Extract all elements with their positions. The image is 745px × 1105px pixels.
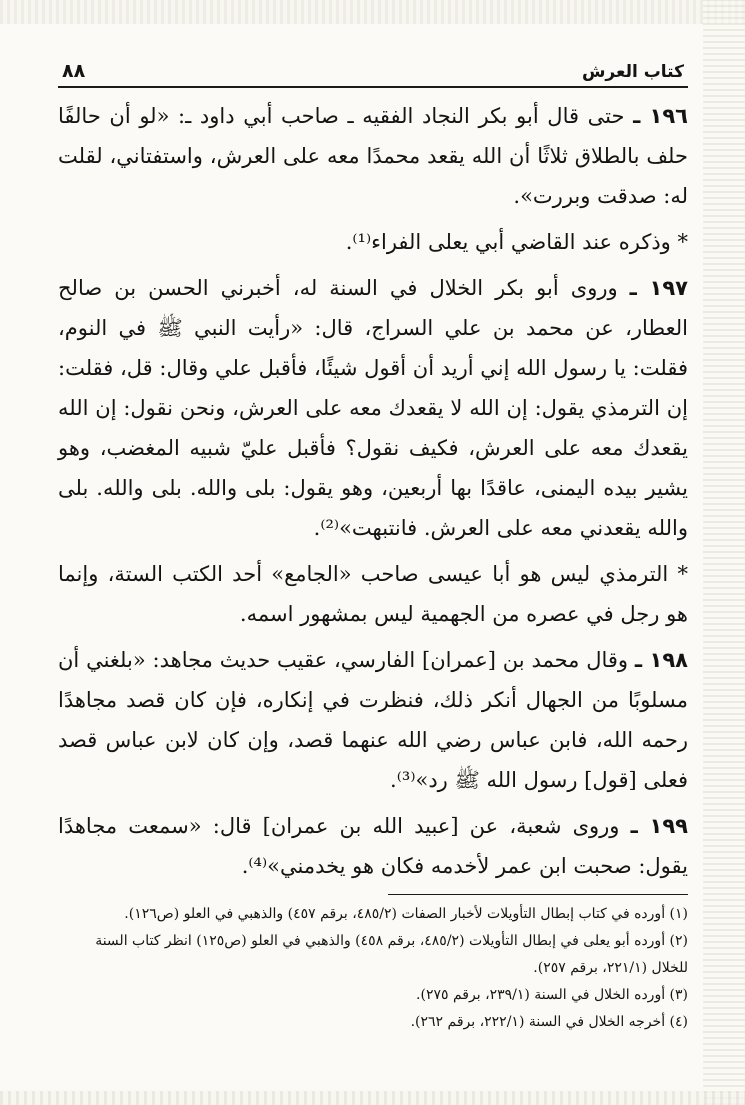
paragraph-196 xyxy=(58,96,688,216)
page-edge-bottom xyxy=(0,1091,745,1105)
entry-number: ١٩٨ ـ xyxy=(634,648,688,672)
footnote-2: (٢) أورده أبو يعلى في إبطال التأويلات (٤٨٥/٢، برقم ٤٥٨) والذهبي في العلو (ص١٢٥) انظر كتاب السنة للخلال (٢٢١/١، برقم ٢٥٧). xyxy=(95,933,688,976)
page-edge-top xyxy=(0,0,745,24)
paragraph-note-1 xyxy=(58,222,688,262)
main-text xyxy=(58,96,688,886)
entry-number: ١٩٩ ـ xyxy=(630,814,688,838)
footnote-divider xyxy=(388,894,688,895)
paragraph-198 xyxy=(58,640,688,800)
page-number: ٨٨ xyxy=(62,60,86,82)
footnote-4: (٤) أخرجه الخلال في السنة (٢٢٢/١، برقم ٢٦٢). xyxy=(410,1014,688,1030)
paragraph-note-2 xyxy=(58,554,688,634)
footnote-3: (٣) أورده الخلال في السنة (٢٣٩/١، برقم ٢٧٥). xyxy=(416,987,688,1003)
paragraph-text: وروى أبو بكر الخلال في السنة له، أخبرني الحسن بن صالح العطار، عن محمد بن علي السراج، قال: «رأيت النبي ﷺ في النوم، فقلت: يا رسول الله إني أريد أن أقول شيئًا، فأقبل علي وقال: قل، فقلت: إن الترمذي يقول: إن الله لا يقعدك معه على العرش، ونحن نقول: إن الله يقعدك معه على العرش، فكيف نقول؟ فأقبل عليّ شبيه المغضب، وهو يشير بيده اليمنى، عاقدًا بها أربعين، وهو يقول: بلى والله. بلى والله. بلى والله يقعدني معه على العرش. فانتبهت»⁽²⁾. xyxy=(58,276,688,540)
running-title: كتاب العرش xyxy=(581,62,684,82)
book-page xyxy=(58,40,688,1080)
paragraph-text: * الترمذي ليس هو أبا عيسى صاحب «الجامع» أحد الكتب الستة، وإنما هو رجل في عصره من الجهمية ليس بمشهور اسمه. xyxy=(58,562,688,626)
entry-number: ١٩٧ ـ xyxy=(629,276,688,300)
paragraph-text: وروى شعبة، عن [عبيد الله بن عمران] قال: «سمعت مجاهدًا يقول: صحبت ابن عمر لأخدمه فكان هو يخدمني»⁽⁴⁾. xyxy=(58,814,688,878)
entry-number: ١٩٦ ـ xyxy=(633,104,688,128)
paragraph-197 xyxy=(58,268,688,548)
footnotes xyxy=(58,901,688,1036)
page-header xyxy=(58,40,688,88)
paragraph-text: * وذكره عند القاضي أبي يعلى الفراء⁽¹⁾. xyxy=(345,230,688,254)
paragraph-199 xyxy=(58,806,688,886)
paragraph-text: وقال محمد بن [عمران] الفارسي، عقيب حديث مجاهد: «بلغني أن مسلوبًا من الجهال أنكر ذلك، فنظرت في إنكاره، فإن كان قصد مجاهدًا رحمه الله، فابن عباس رضي الله عنهما قصد، وإن كان لابن عباس قصد فعلى [قول] رسول الله ﷺ رد»⁽³⁾. xyxy=(58,648,688,792)
paragraph-text: حتى قال أبو بكر النجاد الفقيه ـ صاحب أبي داود ـ: «لو أن حالفًا حلف بالطلاق ثلاثًا أن الله يقعد محمدًا معه على العرش، واستفتاني، لقلت له: صدقت وبررت». xyxy=(58,104,688,208)
page-edge-right xyxy=(703,0,745,1105)
footnote-1: (١) أورده في كتاب إبطال التأويلات لأخبار الصفات (٤٨٥/٢، برقم ٤٥٧) والذهبي في العلو (ص١٢٦). xyxy=(124,906,688,922)
